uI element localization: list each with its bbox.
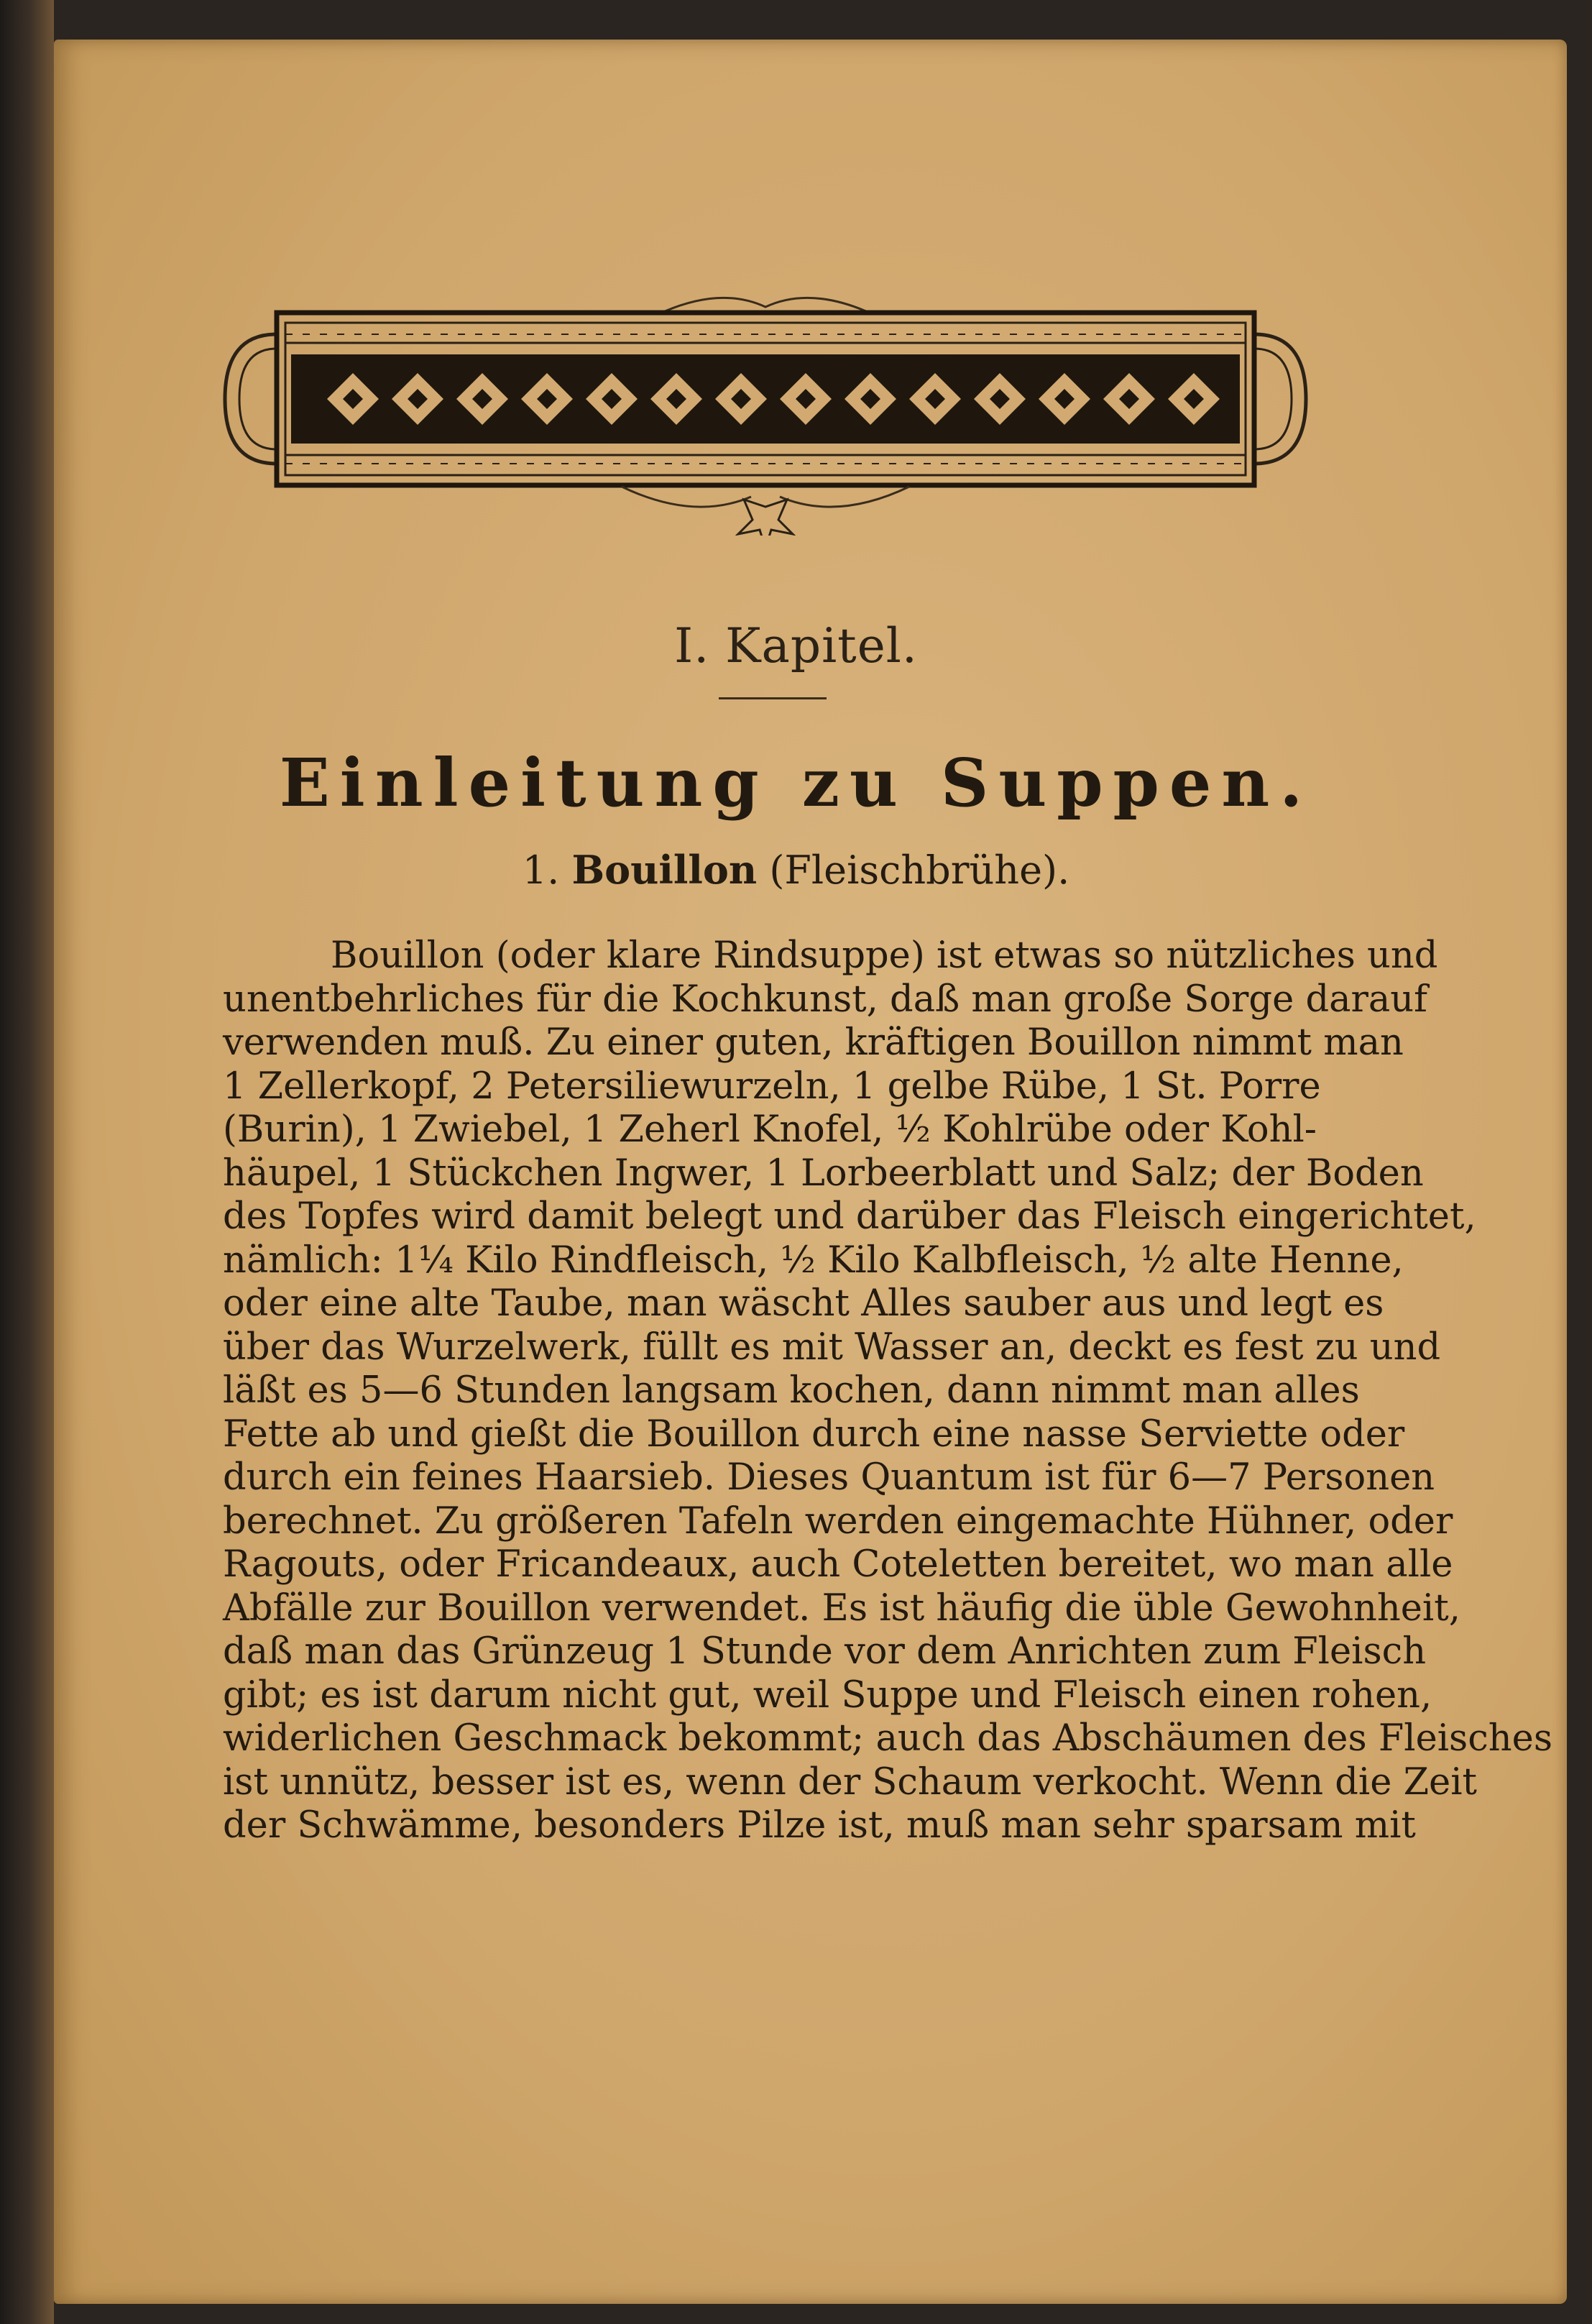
book-gutter (0, 0, 54, 2324)
section-name: Bouillon (571, 847, 758, 893)
text-line: daß man das Grünzeug 1 Stunde vor dem Anrichten zum Fleisch (223, 1630, 1427, 1673)
text-line: häupel, 1 Stückchen Ingwer, 1 Lorbeerblatt und Salz; der Boden (223, 1152, 1424, 1195)
body-text (223, 934, 1552, 1848)
text-line: Ragouts, oder Fricandeaux, auch Coteletten bereitet, wo man alle (223, 1543, 1453, 1586)
text-line: über das Wurzelwerk, füllt es mit Wasser an, deckt es fest zu und (223, 1326, 1441, 1369)
text-line: nämlich: 1¼ Kilo Rindfleisch, ½ Kilo Kalbfleisch, ½ alte Henne, (223, 1239, 1404, 1282)
chapter-title: Einleitung zu Suppen. (279, 744, 1313, 822)
text-line: läßt es 5—6 Stunden langsam kochen, dann nimmt man alles (223, 1369, 1360, 1412)
text-line: Abfälle zur Bouillon verwendet. Es ist häufig die üble Gewohnheit, (223, 1586, 1460, 1630)
text-line: der Schwämme, besonders Pilze ist, muß man sehr sparsam mit (223, 1804, 1416, 1847)
chapter-label: I. Kapitel. (674, 618, 918, 674)
decorative-ornament-banner (219, 291, 1312, 536)
text-line: berechnet. Zu größeren Tafeln werden eingemachte Hühner, oder (223, 1499, 1453, 1543)
text-line: (Burin), 1 Zwiebel, 1 Zeherl Knofel, ½ Kohlrübe oder Kohl- (223, 1108, 1317, 1151)
section-subtitle: (Fleischbrühe). (769, 848, 1070, 893)
text-line: des Topfes wird damit belegt und darüber das Fleisch eingerichtet, (223, 1195, 1476, 1238)
text-line: ist unnütz, besser ist es, wenn der Schaum verkocht. Wenn die Zeit (223, 1760, 1478, 1804)
text-line: 1 Zellerkopf, 2 Petersiliewurzeln, 1 gelbe Rübe, 1 St. Porre (223, 1065, 1321, 1108)
text-line: Bouillon (oder klare Rindsuppe) ist etwas so nützliches und (331, 934, 1438, 977)
text-line: widerlichen Geschmack bekommt; auch das Abschäumen des Fleisches (223, 1717, 1552, 1760)
chapter-divider (719, 697, 827, 699)
text-line: Fette ab und gießt die Bouillon durch eine nasse Serviette oder (223, 1413, 1405, 1456)
section-heading (0, 847, 1592, 893)
text-line: verwenden muß. Zu einer guten, kräftigen Bouillon nimmt man (223, 1021, 1404, 1064)
text-line: durch ein feines Haarsieb. Dieses Quantum ist für 6—7 Personen (223, 1456, 1435, 1499)
text-line: oder eine alte Taube, man wäscht Alles sauber aus und legt es (223, 1282, 1384, 1325)
text-line: unentbehrliches für die Kochkunst, daß man große Sorge darauf (223, 978, 1428, 1021)
section-number: 1. (522, 848, 560, 893)
text-line: gibt; es ist darum nicht gut, weil Suppe und Fleisch einen rohen, (223, 1673, 1432, 1717)
